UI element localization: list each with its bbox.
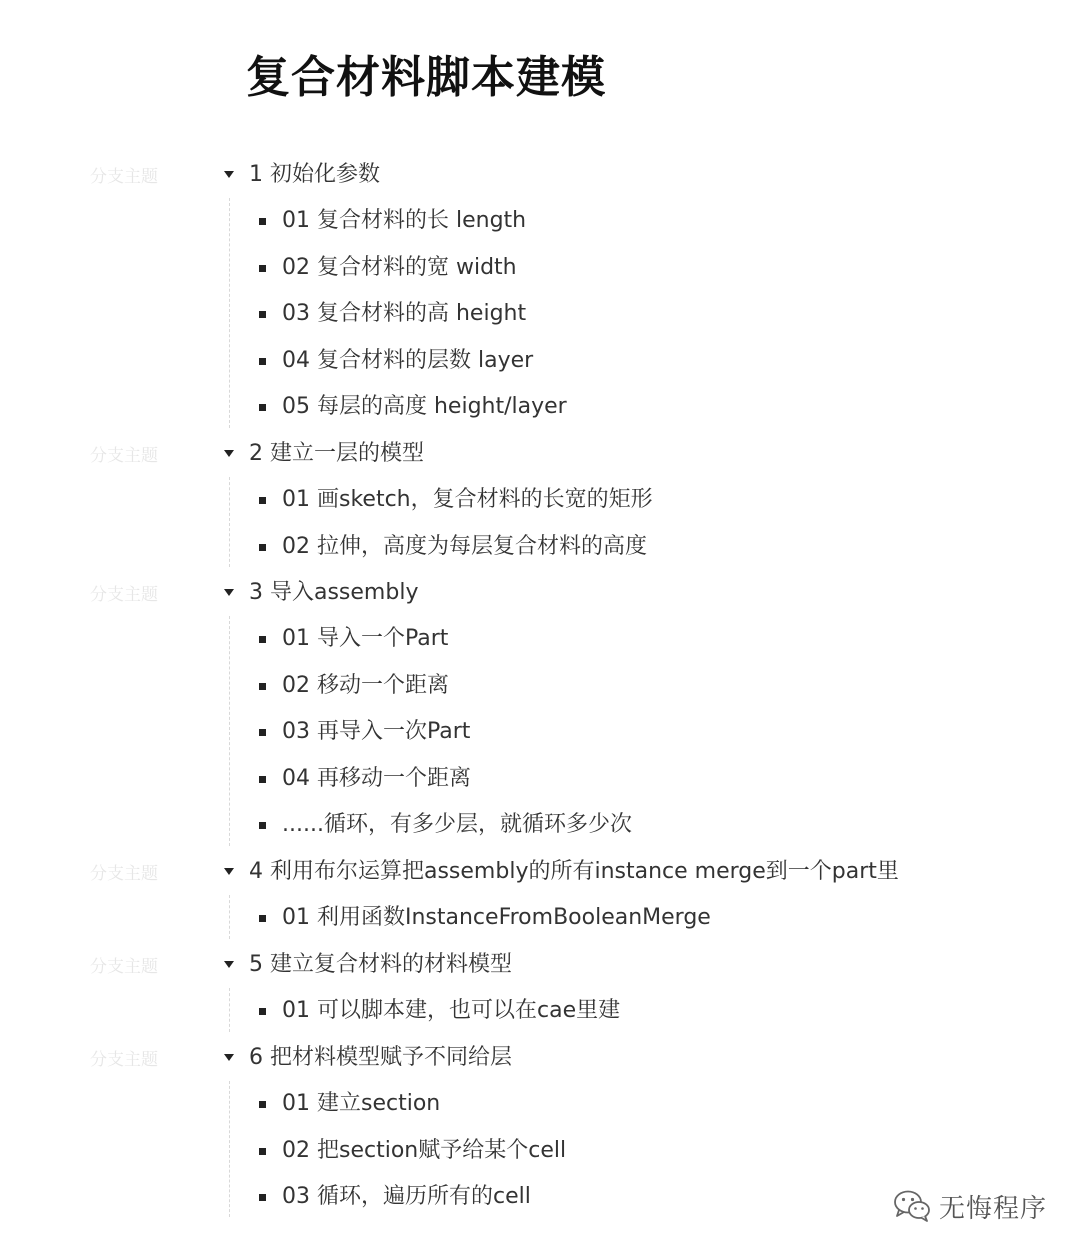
guide-line bbox=[229, 895, 230, 939]
collapse-triangle-icon[interactable] bbox=[224, 171, 234, 178]
item-label[interactable]: 05 每层的高度 height/layer bbox=[282, 394, 567, 419]
bullet-icon bbox=[259, 822, 266, 829]
branch-label[interactable]: 4 利用布尔运算把assembly的所有instance merge到一个part里 bbox=[249, 859, 899, 884]
bullet-icon bbox=[259, 776, 266, 783]
item-label[interactable]: 01 复合材料的长 length bbox=[282, 208, 527, 233]
bullet-icon bbox=[259, 311, 266, 318]
bullet-icon bbox=[259, 1101, 266, 1108]
branch-tag: 分支主题 bbox=[90, 446, 158, 466]
guide-line bbox=[229, 988, 230, 1032]
bullet-icon bbox=[259, 358, 266, 365]
item-label[interactable]: 01 可以脚本建，也可以在cae里建 bbox=[282, 998, 621, 1023]
item-label[interactable]: 01 建立section bbox=[282, 1091, 441, 1116]
bullet-icon bbox=[259, 683, 266, 690]
collapse-triangle-icon[interactable] bbox=[224, 1054, 234, 1061]
branch-label[interactable]: 3 导入assembly bbox=[249, 580, 419, 605]
item-label[interactable]: 03 复合材料的高 height bbox=[282, 301, 527, 326]
collapse-triangle-icon[interactable] bbox=[224, 868, 234, 875]
watermark-text: 无悔程序 bbox=[939, 1193, 1048, 1224]
bullet-icon bbox=[259, 544, 266, 551]
branch-label[interactable]: 1 初始化参数 bbox=[249, 162, 380, 187]
branch-tag: 分支主题 bbox=[90, 1050, 158, 1070]
collapse-triangle-icon[interactable] bbox=[224, 450, 234, 457]
bullet-icon bbox=[259, 1194, 266, 1201]
item-label[interactable]: 01 画sketch，复合材料的长宽的矩形 bbox=[282, 487, 653, 512]
guide-line bbox=[229, 198, 230, 428]
wechat-icon bbox=[893, 1189, 931, 1223]
bullet-icon bbox=[259, 265, 266, 272]
branch-label[interactable]: 2 建立一层的模型 bbox=[249, 441, 424, 466]
branch-label[interactable]: 5 建立复合材料的材料模型 bbox=[249, 952, 512, 977]
watermark bbox=[893, 1186, 1047, 1226]
branch-tag: 分支主题 bbox=[90, 585, 158, 605]
item-label[interactable]: 02 拉伸，高度为每层复合材料的高度 bbox=[282, 534, 647, 559]
bullet-icon bbox=[259, 1148, 266, 1155]
guide-line bbox=[229, 616, 230, 846]
bullet-icon bbox=[259, 404, 266, 411]
collapse-triangle-icon[interactable] bbox=[224, 961, 234, 968]
page-title: 复合材料脚本建模 bbox=[246, 52, 606, 103]
bullet-icon bbox=[259, 915, 266, 922]
collapse-triangle-icon[interactable] bbox=[224, 589, 234, 596]
item-label[interactable]: 04 复合材料的层数 layer bbox=[282, 348, 534, 373]
branch-tag: 分支主题 bbox=[90, 167, 158, 187]
branch-label[interactable]: 6 把材料模型赋予不同给层 bbox=[249, 1045, 512, 1070]
item-label[interactable]: 01 利用函数InstanceFromBooleanMerge bbox=[282, 905, 711, 930]
bullet-icon bbox=[259, 636, 266, 643]
branch-tag: 分支主题 bbox=[90, 957, 158, 977]
guide-line bbox=[229, 1081, 230, 1217]
bullet-icon bbox=[259, 218, 266, 225]
bullet-icon bbox=[259, 497, 266, 504]
item-label[interactable]: 03 循环，遍历所有的cell bbox=[282, 1184, 531, 1209]
item-label[interactable]: 02 移动一个距离 bbox=[282, 673, 449, 698]
bullet-icon bbox=[259, 1008, 266, 1015]
item-label[interactable]: ......循环，有多少层，就循环多少次 bbox=[282, 812, 632, 837]
item-label[interactable]: 03 再导入一次Part bbox=[282, 719, 471, 744]
item-label[interactable]: 04 再移动一个距离 bbox=[282, 766, 471, 791]
bullet-icon bbox=[259, 729, 266, 736]
item-label[interactable]: 01 导入一个Part bbox=[282, 626, 449, 651]
guide-line bbox=[229, 477, 230, 567]
branch-tag: 分支主题 bbox=[90, 864, 158, 884]
item-label[interactable]: 02 把section赋予给某个cell bbox=[282, 1138, 567, 1163]
item-label[interactable]: 02 复合材料的宽 width bbox=[282, 255, 517, 280]
